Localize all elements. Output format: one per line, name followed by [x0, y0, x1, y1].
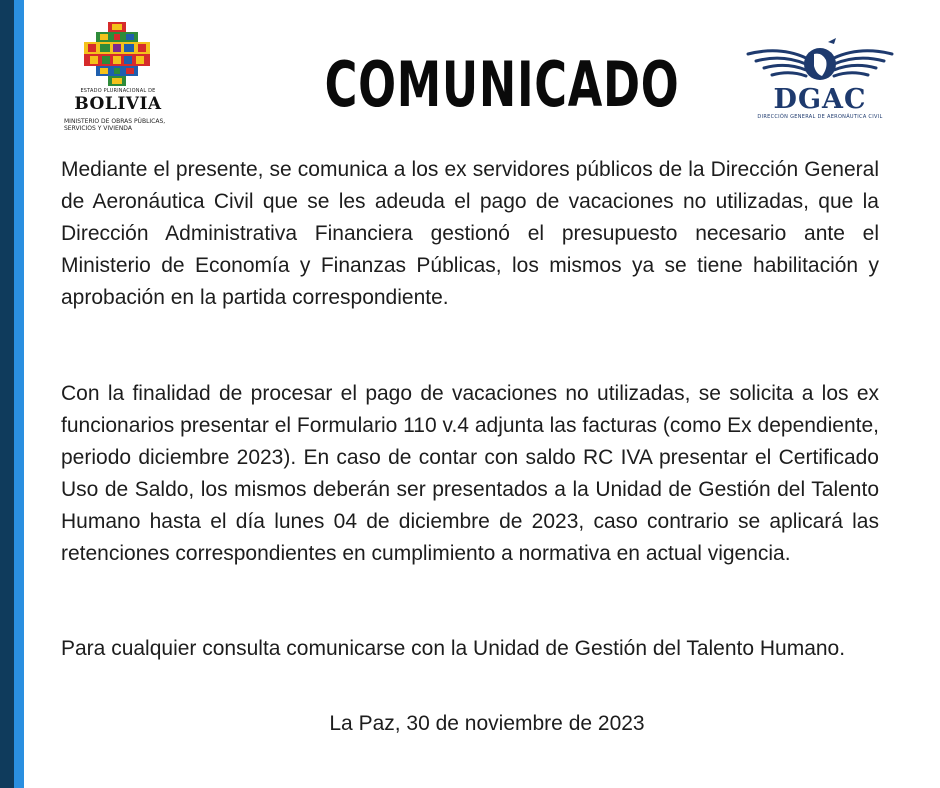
dgac-wings-icon	[744, 36, 896, 86]
paragraph-3: Para cualquier consulta comunicarse con la Unidad de Gestión del Talento Humano.	[61, 637, 846, 660]
left-accent-bar-light	[14, 0, 24, 788]
dgac-name: DGAC	[773, 84, 867, 115]
bolivia-ministry-logo	[62, 22, 174, 140]
date-line: La Paz, 30 de noviembre de 2023	[329, 712, 645, 735]
paragraph-1: Mediante el presente, se comunica a los ex servidores públicos de la Dirección General de Aeronáutica Civil que se les adeuda el pago de vacaciones no utilizadas, que la Dirección Administrativa Financiera gestionó el presupuesto necesario ante el Ministerio de Economía y Finanzas Públicas, los mismos ya se tiene habilitación y aprobación en la partida correspondiente.	[61, 158, 879, 309]
bolivia-state-label: ESTADO PLURINACIONAL DE	[80, 88, 156, 94]
ministry-name: MINISTERIO DE OBRAS PÚBLICAS, SERVICIOS Y VIVIENDA	[64, 118, 166, 132]
bolivia-name: BOLIVIA	[74, 94, 162, 114]
paragraph-2: Con la finalidad de procesar el pago de vacaciones no utilizadas, se solicita a los ex funcionarios presentar el Formulario 110 v.4 adjunta las facturas (como Ex dependiente, periodo diciembre 2023). En caso de contar con saldo RC IVA presentar el Certificado Uso de Saldo, los mismos deberán ser presentados a la Unidad de Gestión del Talento Humano hasta el día lunes 04 de diciembre de 2023, caso contrario se aplicará las retenciones correspondientes en cumplimiento a normativa en actual vigencia.	[61, 382, 879, 565]
page-title: COMUNICADO	[324, 48, 680, 121]
bolivia-emblem-icon	[84, 22, 150, 88]
dgac-logo	[744, 36, 896, 120]
dgac-subtitle: DIRECCIÓN GENERAL DE AERONÁUTICA CIVIL	[757, 114, 883, 120]
left-accent-bar-dark	[0, 0, 14, 788]
